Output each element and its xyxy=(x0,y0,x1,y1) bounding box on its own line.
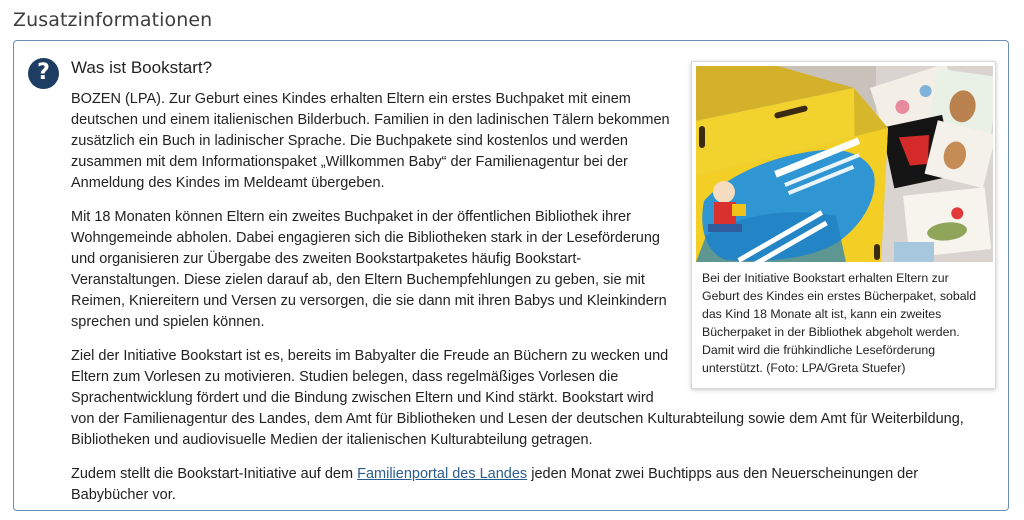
familienportal-link[interactable]: Familienportal des Landes xyxy=(357,466,528,482)
question-circle-icon: ? xyxy=(28,58,59,89)
paragraph: BOZEN (LPA). Zur Geburt eines Kindes erhalten Eltern ein erstes Buchpaket mit einem deutschen und einem italienischen Bilderbuch. Familien in den ladinischen Tälern bekommen zusätzlich ein Buch in ladinischer Sprache. Die Buchpakete sind kostenlos und werden zusammen mit dem Informationspaket „Willkommen Baby“ der Familienagentur bei der Anmeldung des Kindes im Meldeamt übergeben. xyxy=(71,91,670,191)
info-box xyxy=(13,40,1009,511)
figure xyxy=(691,61,996,389)
article-body xyxy=(71,89,992,506)
paragraph-text-after: jeden Monat zwei Buchtipps aus den Neuerscheinungen der Babybücher vor. xyxy=(71,466,919,503)
paragraph-with-link xyxy=(71,464,992,506)
paragraph: Ziel der Initiative Bookstart ist es, bereits im Babyalter die Freude an Büchern zu wecken und Eltern zum Vorlesen zu motivieren. Studien belegen, dass regelmäßiges Vorlesen die Sprachentwicklung fördert und die Bindung zwischen Eltern und Kind stärkt. Bookstart wird von der Familienagentur des Landes, dem Amt für Bibliotheken und Lesen der deutschen Kulturabteilung sowie dem Amt für Weiterbildung, Bibliotheken und audiovisuelle Medien der italienischen Kulturabteilung getragen. xyxy=(71,348,964,448)
figure-caption: Bei der Initiative Bookstart erhalten Eltern zur Geburt des Kindes ein erstes Bücherpaket, sobald das Kind 18 Monate alt ist, kann ein zweites Bücherpaket in der Bibliothek abgeholt werden. Damit wird die frühkindliche Leseförderung unterstützt. (Foto: LPA/Greta Stuefer) xyxy=(702,271,977,375)
box-title: Was ist Bookstart? xyxy=(71,58,213,77)
paragraph: Mit 18 Monaten können Eltern ein zweites Buchpaket in der öffentlichen Bibliothek ihrer Wohngemeinde abholen. Dabei engagieren sich die Bibliotheken stark in der Leseförderung und organisieren zur Übergabe des zweiten Bookstartpaketes häufig Bookstart-Veranstaltungen. Diese zielen darauf ab, den Eltern Buchempfehlungen zu geben, sie mit Reimen, Kniereitern und Versen zu versorgen, die sie dann mit ihren Babys und Kleinkindern sprechen und spielen können. xyxy=(71,209,667,330)
bookstart-photo[interactable] xyxy=(696,66,993,262)
section-heading: Zusatzinformationen xyxy=(13,9,213,31)
paragraph-text-before: Zudem stellt die Bookstart-Initiative auf dem xyxy=(71,466,358,482)
